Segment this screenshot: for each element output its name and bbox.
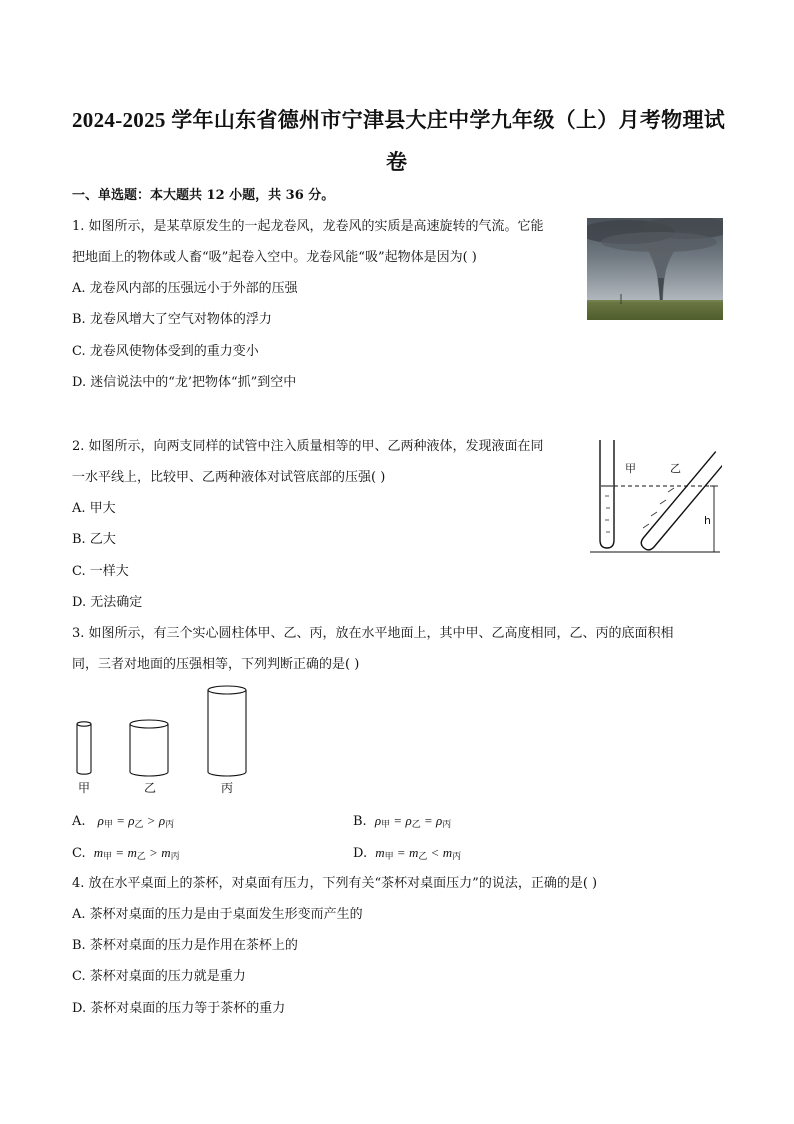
cyl-label-jia: 甲 — [78, 781, 91, 795]
q1-stem-line1: 1. 如图所示，是某草原发生的一起龙卷风，龙卷风的实质是高速旋转的气流。它能 — [72, 219, 544, 234]
q3-option-c: C. $m_甲 = m_乙 > m_丙$ — [72, 845, 180, 861]
q4-option-b: B. 茶杯对桌面的压力是作用在茶杯上的 — [72, 938, 298, 953]
q2-option-d: D. 无法确定 — [72, 595, 143, 610]
q1-stem-line2: 把地面上的物体或人畜“吸”起卷入空中。龙卷风能“吸”起物体是因为( ) — [72, 250, 477, 265]
section-heading: 一、单选题：本大题共 12 小题，共 36 分。 — [72, 188, 335, 203]
q3-stem-line2: 同，三者对地面的压强相等，下列判断正确的是( ) — [72, 657, 360, 672]
cyl-label-bing: 丙 — [221, 781, 234, 795]
q1-option-d: D. 迷信说法中的“龙’把物体“抓”到空中 — [72, 375, 297, 390]
label-h: h — [704, 514, 711, 527]
q2-option-c: C. 一样大 — [72, 564, 129, 579]
test-tubes-figure — [588, 436, 722, 556]
q3-option-b: B. $\rho_甲 = \rho_乙 = \rho_丙$ — [353, 813, 452, 829]
q3-option-a: A. $\rho_甲 = \rho_乙 > \rho_丙$ — [72, 813, 175, 829]
page-title-line1: 2024-2025 学年山东省德州市宁津县大庄中学九年级（上）月考物理试 — [72, 108, 726, 132]
page-title-line2: 卷 — [386, 150, 408, 174]
q2-stem-line1: 2. 如图所示，向两支同样的试管中注入质量相等的甲、乙两种液体，发现液面在同 — [72, 439, 544, 454]
q4-option-d: D. 茶杯对桌面的压力等于茶杯的重力 — [72, 1001, 286, 1016]
q2-option-b: B. 乙大 — [72, 532, 116, 547]
cyl-label-yi: 乙 — [144, 781, 157, 795]
q1-option-b: B. 龙卷风增大了空气对物体的浮力 — [72, 312, 272, 327]
q4-option-a: A. 茶杯对桌面的压力是由于桌面发生形变而产生的 — [72, 907, 363, 922]
q1-option-c: C. 龙卷风使物体受到的重力变小 — [72, 344, 259, 359]
label-yi: 乙 — [670, 462, 681, 475]
label-jia: 甲 — [625, 462, 636, 475]
q4-option-c: C. 茶杯对桌面的压力就是重力 — [72, 969, 246, 984]
tornado-photo — [587, 218, 723, 320]
cylinders-figure — [72, 684, 272, 800]
q1-option-a: A. 龙卷风内部的压强远小于外部的压强 — [72, 281, 298, 296]
q3-option-d: D. $m_甲 = m_乙 < m_丙$ — [353, 845, 462, 861]
q3-stem-line1: 3. 如图所示，有三个实心圆柱体甲、乙、丙，放在水平地面上，其中甲、乙高度相同，乙、丙的底面积相 — [72, 626, 674, 641]
q2-stem-line2: 一水平线上，比较甲、乙两种液体对试管底部的压强( ) — [72, 470, 386, 485]
q4-stem: 4. 放在水平桌面上的茶杯，对桌面有压力，下列有关“茶杯对桌面压力”的说法，正确的是( ) — [72, 876, 598, 891]
q2-option-a: A. 甲大 — [72, 501, 116, 516]
